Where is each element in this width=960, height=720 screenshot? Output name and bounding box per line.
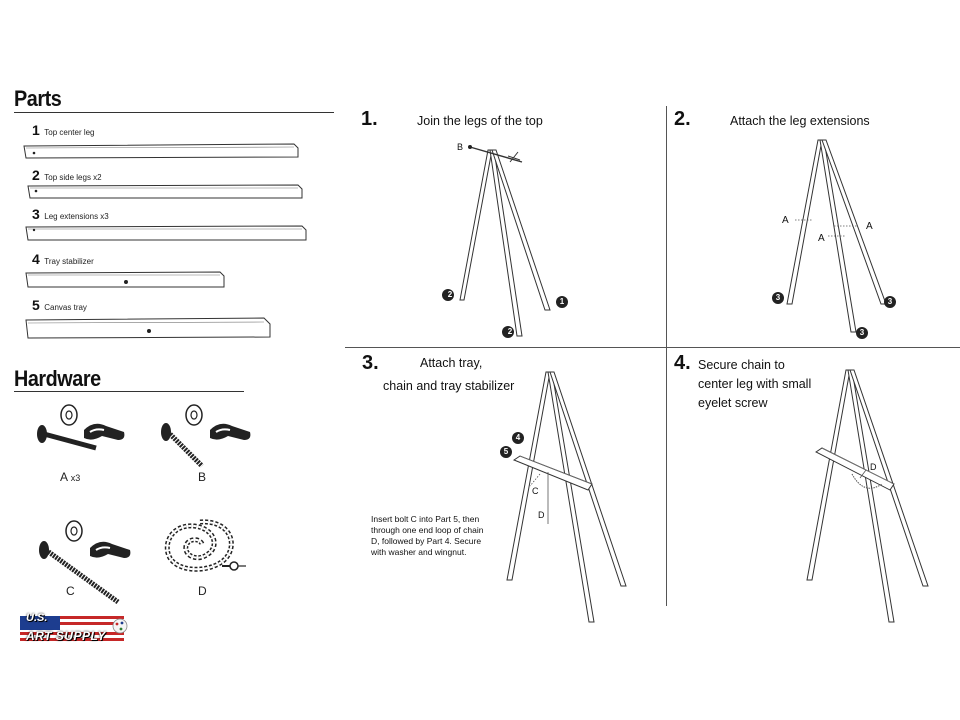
- step-1-callout: 2: [507, 327, 513, 336]
- hardware-d-label: D: [198, 584, 207, 598]
- logo-line-1: U.S.: [26, 612, 48, 624]
- step-4-easel-chain-drawing: [800, 366, 940, 628]
- step-3-callout: 4: [515, 433, 521, 442]
- part-label: Canvas tray: [44, 303, 87, 312]
- step-2-easel-drawing: [770, 136, 910, 346]
- step-2-callout: 3: [859, 328, 865, 337]
- part-label: Top center leg: [44, 128, 95, 137]
- step-2-callout: 3: [887, 297, 893, 306]
- step-3-marker-d: D: [538, 510, 545, 520]
- step-4-number: 4.: [674, 352, 691, 374]
- top-center-leg-drawing: [22, 142, 302, 162]
- canvas-tray-drawing: [24, 316, 274, 342]
- step-2-title: Attach the leg extensions: [730, 114, 870, 128]
- step-3-title-line-1: Attach tray,: [420, 356, 483, 370]
- part-number: 1: [32, 122, 40, 138]
- step-1-callout: 2: [447, 290, 453, 299]
- part-number: 2: [32, 167, 40, 183]
- part-number: 5: [32, 297, 40, 313]
- part-4: [32, 251, 94, 269]
- part-number: 3: [32, 206, 40, 222]
- step-1-title: Join the legs of the top: [417, 114, 543, 128]
- step-3-callout: 5: [503, 447, 509, 456]
- hardware-c-label: C: [66, 584, 75, 598]
- bolt-c-icon: [36, 518, 136, 608]
- bolt-a-icon: [34, 402, 134, 472]
- leg-extension-drawing: [24, 224, 310, 244]
- part-label: Leg extensions x3: [44, 212, 109, 221]
- logo-line-2: ART SUPPLY: [26, 629, 106, 643]
- part-1: [32, 122, 95, 140]
- step-1-easel-top-drawing: [430, 138, 580, 348]
- hardware-b-label: B: [198, 470, 207, 484]
- step-1-marker-b: B: [457, 142, 464, 152]
- step-2-marker-a: A: [782, 215, 789, 226]
- part-label: Tray stabilizer: [44, 257, 94, 266]
- part-5: [32, 297, 87, 315]
- hardware-heading: Hardware: [14, 366, 101, 391]
- step-1-callout: 1: [559, 297, 565, 306]
- step-3-number: 3.: [362, 352, 379, 374]
- bolt-b-icon: [158, 402, 258, 472]
- part-number: 4: [32, 251, 40, 267]
- step-2-marker-a: A: [818, 233, 825, 244]
- chain-d-icon: [160, 514, 250, 584]
- hardware-a-label: [60, 470, 80, 484]
- hardware-qty: x3: [70, 473, 81, 483]
- step-4-title-line-1: Secure chain to: [698, 358, 785, 372]
- step-2-marker-a: A: [866, 221, 873, 232]
- parts-rule: [14, 112, 334, 113]
- hardware-rule: [14, 391, 244, 392]
- hardware-letter: A: [60, 470, 68, 484]
- parts-heading: Parts: [14, 86, 62, 111]
- step-2-callout: 3: [775, 293, 781, 302]
- step-3-instructions: Insert bolt C into Part 5, then through one end loop of chain D, followed by Part 4. Secure with washer and wingnut.: [371, 514, 484, 557]
- part-label: Top side legs x2: [44, 173, 102, 182]
- part-3: [32, 206, 109, 224]
- step-3-marker-c: C: [532, 486, 539, 496]
- vertical-divider: [666, 106, 667, 606]
- step-4-marker-d: D: [870, 462, 877, 472]
- step-4-title-line-3: eyelet screw: [698, 396, 768, 410]
- step-3-easel-tray-drawing: [496, 368, 646, 628]
- us-art-supply-logo: [20, 612, 132, 650]
- step-4-title-line-2: center leg with small: [698, 377, 812, 391]
- step-2-number: 2.: [674, 108, 691, 130]
- step-3-title-line-2: chain and tray stabilizer: [383, 379, 515, 393]
- top-side-leg-drawing: [26, 183, 306, 203]
- tray-stabilizer-drawing: [24, 270, 230, 292]
- step-1-number: 1.: [361, 108, 378, 130]
